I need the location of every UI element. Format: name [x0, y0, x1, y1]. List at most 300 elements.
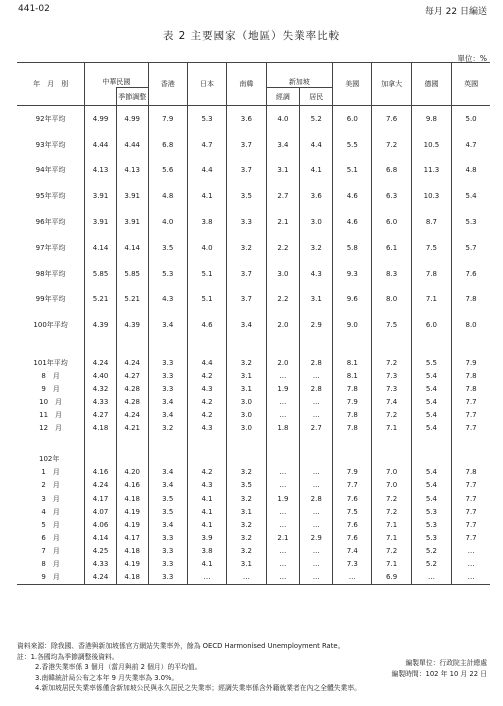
- value-cell: 4.16: [85, 466, 117, 479]
- row-label: 9 月: [41, 384, 60, 393]
- value-cell: 2.0: [266, 312, 300, 338]
- col-period: 年 月 別: [17, 63, 85, 106]
- value-cell: 3.8: [187, 544, 226, 557]
- value-cell: [300, 435, 333, 453]
- value-cell: …: [266, 544, 300, 557]
- table-row: [17, 106, 490, 132]
- value-cell: 7.5: [333, 505, 372, 518]
- value-cell: 2.2: [266, 287, 300, 313]
- value-cell: [227, 435, 266, 453]
- value-cell: 3.5: [148, 505, 187, 518]
- value-cell: 7.2: [372, 544, 411, 557]
- value-cell: 4.2: [187, 409, 226, 422]
- value-cell: 4.99: [85, 106, 117, 132]
- table-row: [17, 158, 490, 184]
- value-cell: 3.5: [148, 235, 187, 261]
- table-row: [17, 505, 490, 518]
- table-row: [17, 557, 490, 570]
- value-cell: 5.21: [85, 287, 117, 313]
- row-label: 6 月: [41, 533, 60, 542]
- row-label: [17, 338, 85, 356]
- value-cell: 7.1: [372, 557, 411, 570]
- value-cell: 3.1: [227, 382, 266, 395]
- value-cell: 3.91: [116, 183, 148, 209]
- value-cell: 4.16: [116, 479, 148, 492]
- value-cell: 7.3: [333, 557, 372, 570]
- note-1: 註：1.各國均為季節調整後資料。: [17, 652, 119, 661]
- row-label: 8 月: [41, 371, 60, 380]
- compile-date: 編製時間：102 年 10 月 22 日: [391, 670, 487, 678]
- value-cell: 4.24: [85, 479, 117, 492]
- col-sg-res: 居民: [300, 88, 333, 106]
- value-cell: 4.44: [116, 132, 148, 158]
- value-cell: 2.1: [266, 531, 300, 544]
- value-cell: 6.0: [333, 106, 372, 132]
- value-cell: 2.1: [266, 209, 300, 235]
- unemployment-table: [17, 62, 490, 585]
- value-cell: 5.4: [411, 422, 451, 435]
- value-cell: 4.14: [85, 235, 117, 261]
- value-cell: 3.1: [227, 505, 266, 518]
- value-cell: 2.9: [300, 312, 333, 338]
- value-cell: …: [266, 518, 300, 531]
- value-cell: 3.2: [227, 518, 266, 531]
- value-cell: 4.19: [116, 557, 148, 570]
- value-cell: 2.9: [300, 531, 333, 544]
- value-cell: 4.06: [85, 518, 117, 531]
- value-cell: 3.3: [148, 531, 187, 544]
- value-cell: 5.2: [300, 106, 333, 132]
- value-cell: 3.4: [148, 518, 187, 531]
- row-label: 92年平均: [35, 114, 66, 123]
- row-label: 100年平均: [33, 321, 68, 330]
- col-roc: 中華民國: [85, 63, 148, 88]
- value-cell: 4.2: [187, 466, 226, 479]
- value-cell: 3.4: [266, 132, 300, 158]
- col-us: 美國: [333, 63, 372, 106]
- table-row: [17, 338, 490, 356]
- value-cell: 3.91: [85, 209, 117, 235]
- value-cell: 4.17: [116, 531, 148, 544]
- value-cell: 7.2: [372, 356, 411, 369]
- value-cell: 6.9: [372, 571, 411, 585]
- value-cell: 7.4: [372, 395, 411, 408]
- value-cell: 4.13: [116, 158, 148, 184]
- value-cell: [116, 453, 148, 466]
- value-cell: 3.9: [187, 531, 226, 544]
- value-cell: 5.8: [333, 235, 372, 261]
- value-cell: 3.0: [227, 395, 266, 408]
- value-cell: [372, 435, 411, 453]
- value-cell: 4.24: [85, 356, 117, 369]
- value-cell: 4.7: [452, 132, 490, 158]
- value-cell: 4.99: [116, 106, 148, 132]
- value-cell: [411, 453, 451, 466]
- value-cell: 3.8: [187, 209, 226, 235]
- issue-schedule: 每月 22 日編送: [424, 7, 487, 17]
- value-cell: 7.9: [452, 356, 490, 369]
- value-cell: [266, 453, 300, 466]
- value-cell: 5.4: [411, 369, 451, 382]
- value-cell: 4.1: [187, 557, 226, 570]
- value-cell: 10.3: [411, 183, 451, 209]
- value-cell: 4.39: [116, 312, 148, 338]
- value-cell: 4.0: [148, 209, 187, 235]
- value-cell: [227, 338, 266, 356]
- value-cell: 7.8: [411, 261, 451, 287]
- col-jp: 日本: [187, 63, 226, 106]
- value-cell: 8.7: [411, 209, 451, 235]
- value-cell: [187, 435, 226, 453]
- value-cell: …: [227, 571, 266, 585]
- value-cell: 3.7: [227, 132, 266, 158]
- value-cell: 4.24: [116, 356, 148, 369]
- value-cell: 5.0: [452, 106, 490, 132]
- value-cell: 4.3: [300, 261, 333, 287]
- value-cell: 4.14: [85, 531, 117, 544]
- value-cell: 7.8: [333, 409, 372, 422]
- value-cell: 3.1: [266, 158, 300, 184]
- table-row: [17, 183, 490, 209]
- value-cell: 4.1: [300, 158, 333, 184]
- value-cell: 5.4: [411, 479, 451, 492]
- value-cell: 4.44: [85, 132, 117, 158]
- unit-label: 單位：%: [457, 54, 487, 63]
- value-cell: 3.4: [148, 395, 187, 408]
- value-cell: …: [266, 479, 300, 492]
- value-cell: 4.19: [116, 518, 148, 531]
- value-cell: 7.1: [372, 518, 411, 531]
- table-row: [17, 369, 490, 382]
- value-cell: 4.18: [85, 422, 117, 435]
- value-cell: 10.5: [411, 132, 451, 158]
- value-cell: …: [266, 395, 300, 408]
- value-cell: 3.2: [227, 531, 266, 544]
- value-cell: 6.8: [372, 158, 411, 184]
- value-cell: 4.14: [116, 235, 148, 261]
- value-cell: 3.0: [227, 422, 266, 435]
- value-cell: 7.3: [372, 382, 411, 395]
- value-cell: 3.1: [227, 369, 266, 382]
- value-cell: 3.3: [148, 557, 187, 570]
- table-row: [17, 492, 490, 505]
- value-cell: 3.4: [148, 479, 187, 492]
- value-cell: 5.85: [116, 261, 148, 287]
- value-cell: …: [266, 409, 300, 422]
- value-cell: …: [300, 557, 333, 570]
- note-source: 資料來源：除我國、香港與新加坡係官方網站失業率外，餘為 OECD Harmonised Unemployment Rate。: [17, 642, 345, 650]
- value-cell: 3.4: [148, 312, 187, 338]
- value-cell: [452, 453, 490, 466]
- value-cell: 4.13: [85, 158, 117, 184]
- value-cell: 4.0: [187, 235, 226, 261]
- row-label: [17, 435, 85, 453]
- table-row: [17, 544, 490, 557]
- value-cell: [452, 338, 490, 356]
- value-cell: 6.8: [148, 132, 187, 158]
- value-cell: 8.1: [333, 356, 372, 369]
- value-cell: 4.6: [333, 209, 372, 235]
- value-cell: 7.1: [372, 422, 411, 435]
- col-sg-sa: 經調: [266, 88, 300, 106]
- value-cell: 3.7: [227, 287, 266, 313]
- value-cell: 3.0: [266, 261, 300, 287]
- value-cell: [148, 435, 187, 453]
- value-cell: 4.4: [300, 132, 333, 158]
- table-row: [17, 466, 490, 479]
- value-cell: 3.91: [85, 183, 117, 209]
- value-cell: 4.21: [116, 422, 148, 435]
- value-cell: 3.4: [148, 409, 187, 422]
- value-cell: 7.5: [372, 312, 411, 338]
- value-cell: 3.2: [227, 466, 266, 479]
- value-cell: 7.7: [452, 479, 490, 492]
- value-cell: 7.6: [333, 531, 372, 544]
- value-cell: 7.7: [452, 409, 490, 422]
- value-cell: 5.85: [85, 261, 117, 287]
- value-cell: …: [300, 409, 333, 422]
- value-cell: …: [300, 479, 333, 492]
- value-cell: 7.7: [452, 395, 490, 408]
- table-row: [17, 395, 490, 408]
- value-cell: [333, 435, 372, 453]
- value-cell: [187, 338, 226, 356]
- col-roc-blank: [85, 88, 117, 106]
- value-cell: 7.2: [372, 505, 411, 518]
- value-cell: 5.4: [411, 395, 451, 408]
- value-cell: 7.6: [452, 261, 490, 287]
- value-cell: 5.3: [187, 106, 226, 132]
- col-sg: 新加坡: [266, 63, 333, 88]
- value-cell: 4.18: [116, 571, 148, 585]
- value-cell: [372, 338, 411, 356]
- value-cell: 7.2: [372, 132, 411, 158]
- table-row: [17, 409, 490, 422]
- row-label: 4 月: [41, 507, 60, 516]
- value-cell: [266, 435, 300, 453]
- table-row: [17, 571, 490, 585]
- value-cell: 3.7: [227, 261, 266, 287]
- table-row: [17, 479, 490, 492]
- value-cell: 5.7: [452, 235, 490, 261]
- table-row: [17, 435, 490, 453]
- value-cell: 4.7: [187, 132, 226, 158]
- value-cell: 1.9: [266, 382, 300, 395]
- value-cell: 4.3: [187, 382, 226, 395]
- value-cell: 7.7: [452, 518, 490, 531]
- value-cell: 3.4: [227, 312, 266, 338]
- table-row: [17, 312, 490, 338]
- row-label: 95年平均: [35, 192, 66, 201]
- value-cell: 4.18: [116, 492, 148, 505]
- table-row: [17, 261, 490, 287]
- value-cell: [333, 338, 372, 356]
- row-label: 98年平均: [35, 269, 66, 278]
- value-cell: 4.3: [148, 287, 187, 313]
- value-cell: 4.27: [116, 369, 148, 382]
- value-cell: 4.07: [85, 505, 117, 518]
- value-cell: [116, 338, 148, 356]
- table-row: [17, 453, 490, 466]
- value-cell: 5.4: [411, 466, 451, 479]
- value-cell: 7.7: [452, 531, 490, 544]
- value-cell: 3.4: [148, 466, 187, 479]
- value-cell: 6.1: [372, 235, 411, 261]
- note-2: 2.香港失業率係 3 個月（當月與前 2 個月）的平均值。: [35, 663, 202, 672]
- value-cell: 4.3: [187, 479, 226, 492]
- value-cell: 1.9: [266, 492, 300, 505]
- value-cell: 3.5: [227, 479, 266, 492]
- value-cell: 3.3: [148, 382, 187, 395]
- value-cell: 5.4: [411, 409, 451, 422]
- value-cell: 7.8: [333, 382, 372, 395]
- row-label: 8 月: [41, 560, 60, 569]
- row-label: 7 月: [41, 546, 60, 555]
- value-cell: …: [266, 466, 300, 479]
- value-cell: …: [266, 571, 300, 585]
- value-cell: [85, 453, 117, 466]
- value-cell: 3.2: [227, 544, 266, 557]
- value-cell: 4.19: [116, 505, 148, 518]
- value-cell: [333, 453, 372, 466]
- value-cell: 4.20: [116, 466, 148, 479]
- value-cell: …: [300, 544, 333, 557]
- col-de: 德國: [411, 63, 451, 106]
- value-cell: 7.2: [372, 492, 411, 505]
- value-cell: 11.3: [411, 158, 451, 184]
- value-cell: 7.0: [372, 466, 411, 479]
- value-cell: 3.1: [300, 287, 333, 313]
- value-cell: 5.6: [148, 158, 187, 184]
- row-label: 93年平均: [35, 140, 66, 149]
- row-label: 2 月: [41, 481, 60, 490]
- value-cell: 3.3: [148, 369, 187, 382]
- value-cell: [148, 453, 187, 466]
- value-cell: 5.3: [411, 518, 451, 531]
- value-cell: 5.4: [411, 492, 451, 505]
- value-cell: 7.8: [452, 382, 490, 395]
- value-cell: 5.1: [187, 287, 226, 313]
- value-cell: …: [266, 369, 300, 382]
- value-cell: 7.8: [452, 287, 490, 313]
- value-cell: 2.8: [300, 356, 333, 369]
- value-cell: 3.3: [148, 571, 187, 585]
- value-cell: [266, 338, 300, 356]
- value-cell: …: [266, 557, 300, 570]
- value-cell: 6.0: [411, 312, 451, 338]
- value-cell: 2.0: [266, 356, 300, 369]
- value-cell: 5.3: [148, 261, 187, 287]
- value-cell: 4.4: [187, 356, 226, 369]
- value-cell: 3.2: [227, 492, 266, 505]
- row-label: 5 月: [41, 520, 60, 529]
- value-cell: 5.2: [411, 557, 451, 570]
- col-roc-sa: 季節調整: [116, 88, 148, 106]
- col-ca: 加拿大: [372, 63, 411, 106]
- table-row: [17, 132, 490, 158]
- value-cell: 3.6: [300, 183, 333, 209]
- value-cell: 3.5: [148, 492, 187, 505]
- value-cell: 4.8: [452, 158, 490, 184]
- form-code: 441-02: [18, 4, 50, 14]
- year-label: 102年: [39, 455, 60, 464]
- row-label: 3 月: [41, 494, 60, 503]
- value-cell: 8.0: [452, 312, 490, 338]
- value-cell: 7.6: [333, 518, 372, 531]
- value-cell: 5.3: [452, 209, 490, 235]
- row-label: 99年平均: [35, 295, 66, 304]
- value-cell: 2.7: [266, 183, 300, 209]
- note-4: 4.新加坡居民失業率係僅含新加坡公民與永久居民之失業率；經調失業率係含外籍就業者在內之全體失業率。: [35, 684, 361, 693]
- value-cell: 4.1: [187, 518, 226, 531]
- value-cell: 9.3: [333, 261, 372, 287]
- value-cell: 3.2: [227, 235, 266, 261]
- value-cell: 7.4: [333, 544, 372, 557]
- value-cell: 3.2: [227, 356, 266, 369]
- value-cell: 4.18: [116, 544, 148, 557]
- row-label: 9 月: [17, 571, 85, 585]
- value-cell: 4.4: [187, 158, 226, 184]
- value-cell: 3.3: [227, 209, 266, 235]
- row-label: 1 月: [41, 468, 60, 477]
- value-cell: 7.8: [333, 422, 372, 435]
- row-label: 97年平均: [35, 243, 66, 252]
- value-cell: 7.9: [333, 466, 372, 479]
- value-cell: 3.1: [227, 557, 266, 570]
- value-cell: 8.3: [372, 261, 411, 287]
- value-cell: [116, 435, 148, 453]
- value-cell: 1.8: [266, 422, 300, 435]
- value-cell: 4.8: [148, 183, 187, 209]
- value-cell: 2.7: [300, 422, 333, 435]
- value-cell: …: [300, 505, 333, 518]
- value-cell: 3.3: [148, 356, 187, 369]
- value-cell: …: [300, 369, 333, 382]
- value-cell: …: [300, 466, 333, 479]
- value-cell: 4.3: [187, 422, 226, 435]
- table-row: [17, 518, 490, 531]
- value-cell: 7.7: [452, 422, 490, 435]
- table-row: [17, 422, 490, 435]
- value-cell: 7.0: [372, 479, 411, 492]
- value-cell: 4.2: [187, 395, 226, 408]
- value-cell: 7.9: [333, 395, 372, 408]
- table-row: [17, 382, 490, 395]
- value-cell: 4.33: [85, 395, 117, 408]
- value-cell: 8.1: [333, 369, 372, 382]
- value-cell: …: [452, 544, 490, 557]
- value-cell: 4.17: [85, 492, 117, 505]
- value-cell: 3.3: [148, 544, 187, 557]
- value-cell: 4.0: [266, 106, 300, 132]
- value-cell: [411, 435, 451, 453]
- value-cell: 2.2: [266, 235, 300, 261]
- value-cell: 8.0: [372, 287, 411, 313]
- value-cell: 9.0: [333, 312, 372, 338]
- value-cell: 5.1: [333, 158, 372, 184]
- value-cell: 7.9: [148, 106, 187, 132]
- value-cell: 3.6: [227, 106, 266, 132]
- value-cell: 4.24: [116, 409, 148, 422]
- value-cell: 5.5: [333, 132, 372, 158]
- value-cell: 7.2: [372, 409, 411, 422]
- value-cell: [411, 338, 451, 356]
- table-row: [17, 235, 490, 261]
- value-cell: [148, 338, 187, 356]
- value-cell: 4.28: [116, 395, 148, 408]
- value-cell: [227, 453, 266, 466]
- table-body: [17, 106, 490, 585]
